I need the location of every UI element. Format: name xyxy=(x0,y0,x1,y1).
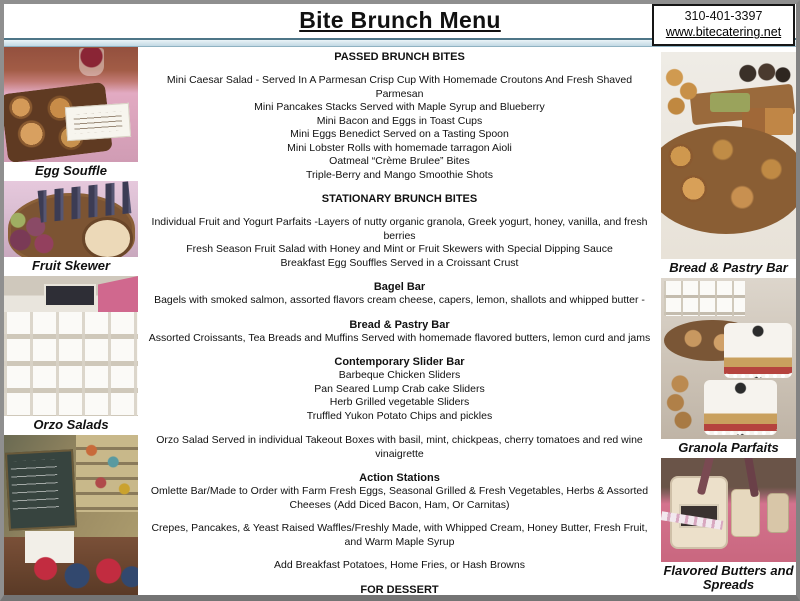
menu-item: Mini Bacon and Eggs in Toast Cups xyxy=(316,114,483,127)
photo-shape xyxy=(82,217,134,257)
menu-item: Mini Pancakes Stacks Served with Maple Syrup and Blueberry xyxy=(254,101,545,113)
right-photo-column xyxy=(661,47,796,595)
photo-shape xyxy=(724,323,792,378)
menu-item: Mini Lobster Rolls with homemade tarragon Aioli xyxy=(287,141,512,154)
photo-shape xyxy=(661,374,699,429)
menu-item: Barbeque Chicken Sliders xyxy=(338,369,461,381)
menu-section-heading: Action Stations xyxy=(359,472,440,484)
fruit-skewer-photo xyxy=(4,181,138,257)
egg-souffle-photo xyxy=(4,47,138,162)
website-link[interactable]: www.bitecatering.net xyxy=(665,25,782,40)
photo-shape xyxy=(664,281,745,316)
menu-item: Pan Seared Lump Crab cake Sliders xyxy=(314,382,485,395)
photo-shape xyxy=(710,93,751,112)
granola-parfaits-photo xyxy=(661,278,796,439)
photo-caption: Egg Souffle xyxy=(4,162,138,181)
menu-section xyxy=(146,319,653,346)
menu-sections xyxy=(138,47,661,595)
page-title: Bite Brunch Menu xyxy=(299,7,501,33)
photo-shape xyxy=(664,64,699,118)
menu-section-heading: STATIONARY BRUNCH BITES xyxy=(321,193,478,205)
menu-item: Crepes, Pancakes, & Yeast Raised Waffles/Freshly Made, with Whipped Cream, Honey Butter, Fresh Fruit, and Warm Maple Syrup xyxy=(151,522,648,548)
menu-section xyxy=(146,434,653,461)
menu-section-heading: FOR DESSERT xyxy=(360,583,439,596)
photo-caption: Fruit Skewer xyxy=(4,257,138,276)
menu-item xyxy=(146,597,653,601)
photo-caption: Orzo Salads xyxy=(4,416,138,435)
menu-item: Orzo Salad Served in individual Takeout Boxes with basil, mint, chickpeas, cherry tomatoes and red wine vinaigrette xyxy=(156,434,643,460)
menu-section xyxy=(146,356,653,423)
photo-shape xyxy=(65,102,131,141)
photo-caption: Bread & Pastry Bar xyxy=(661,259,796,278)
menu-item: Breakfast Egg Souffles Served in a Croissant Crust xyxy=(280,256,519,269)
menu-item: Fresh Season Fruit Salad with Honey and Mint or Fruit Skewers with Special Dipping Sauce xyxy=(186,243,613,255)
flavored-butters-photo xyxy=(661,458,796,562)
orzo-salads-photo xyxy=(4,276,138,416)
menu-item: Assorted Croissants, Tea Breads and Muffins Served with homemade flavored butters, lemon curd and jams xyxy=(148,331,651,344)
phone-number: 310-401-3397 xyxy=(684,9,763,23)
photo-shape xyxy=(76,435,138,512)
bellini-bar-photo xyxy=(4,435,138,595)
photo-shape xyxy=(44,284,96,306)
menu-section xyxy=(146,281,653,308)
menu-section-heading: PASSED BRUNCH BITES xyxy=(334,51,465,63)
menu-item: Bagels with smoked salmon, assorted flavors cream cheese, capers, lemon, shallots and whipped butter - xyxy=(154,294,645,306)
left-photo-column xyxy=(4,47,138,595)
menu-section-heading: Bagel Bar xyxy=(373,281,426,293)
menu-item: Truffled Yukon Potato Chips and pickles xyxy=(306,409,493,422)
contact-box xyxy=(652,4,795,46)
photo-shape xyxy=(4,312,138,416)
photo-shape xyxy=(79,48,104,76)
photo-shape xyxy=(704,380,777,435)
photo-caption: Flavored Butters and Spreads xyxy=(661,562,796,595)
menu-section xyxy=(146,51,653,182)
menu-item: Omlette Bar/Made to Order with Farm Fresh Eggs, Seasonal Grilled & Fresh Vegetables, Herbs & Assorted Cheeses (Add Diced Bacon, Ham, Or Carnitas) xyxy=(150,485,649,511)
menu-section-heading: Contemporary Slider Bar xyxy=(334,356,465,368)
photo-shape xyxy=(737,56,791,85)
photo-shape xyxy=(767,493,789,533)
page-body xyxy=(4,47,796,595)
photo-shape xyxy=(33,547,138,595)
menu-item: Mini Caesar Salad - Served In A Parmesan Crisp Cup With Homemade Croutons And Fresh Shaved Parmesan xyxy=(166,74,633,100)
menu-item: Oatmeal “Crème Brulee” Bites xyxy=(329,155,470,167)
menu-item: Add Breakfast Potatoes, Home Fries, or Hash Browns xyxy=(274,559,525,571)
menu-item: Individual Fruit and Yogurt Parfaits -Layers of nutty organic granola, Greek yogurt, honey, vanilla, and fresh berries xyxy=(151,216,648,242)
menu-item: Herb Grilled vegetable Sliders xyxy=(329,396,470,408)
menu-section xyxy=(146,472,653,573)
menu-item: Triple-Berry and Mango Smoothie Shots xyxy=(306,168,493,181)
menu-section xyxy=(146,584,653,601)
photo-shape xyxy=(5,449,77,530)
photo-caption: Granola Parfaits xyxy=(661,439,796,458)
menu-section-heading: Bread & Pastry Bar xyxy=(349,318,450,331)
photo-shape xyxy=(661,126,796,234)
menu-section xyxy=(146,193,653,270)
menu-item: Mini Eggs Benedict Served on a Tasting Spoon xyxy=(290,128,509,140)
bread-pastry-photo xyxy=(661,52,796,259)
